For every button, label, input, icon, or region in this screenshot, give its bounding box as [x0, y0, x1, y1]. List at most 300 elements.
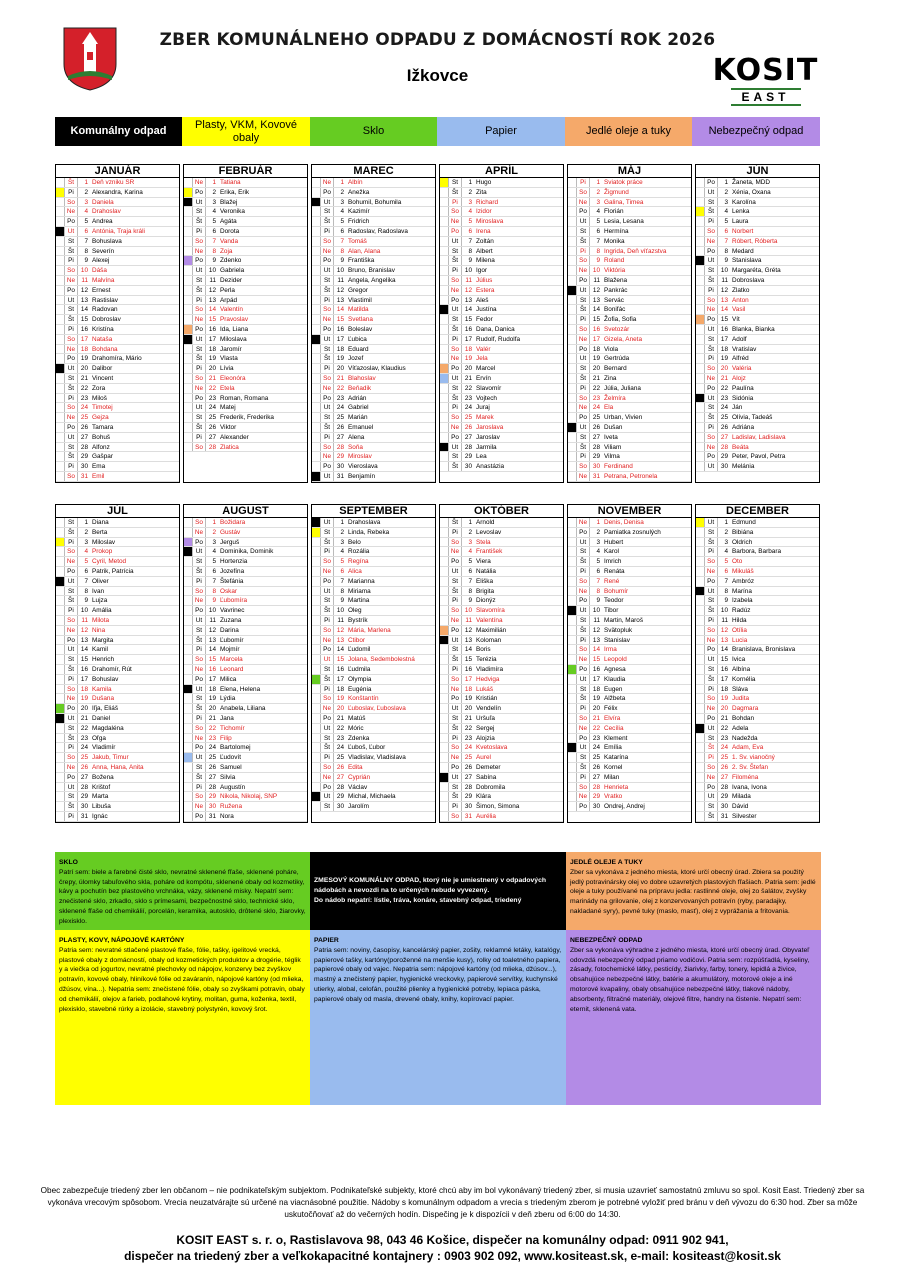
day-row — [696, 443, 819, 453]
collection-marker — [56, 694, 64, 704]
day-row — [568, 394, 691, 404]
weekday: So — [448, 413, 462, 422]
weekday: St — [320, 528, 334, 537]
collection-marker — [184, 655, 192, 665]
collection-marker — [440, 345, 448, 355]
name-day: Filip — [220, 734, 232, 742]
day-number: 17 — [464, 675, 472, 683]
day-number: 5 — [212, 558, 216, 566]
collection-marker — [568, 452, 576, 462]
name-day: Magdaléna — [92, 724, 124, 732]
day-number: 9 — [340, 257, 344, 265]
weekday: Pi — [64, 256, 78, 265]
weekday: Ne — [320, 315, 334, 324]
day-number: 13 — [80, 296, 88, 304]
day-row — [184, 753, 307, 763]
name-day: Vladislav, Vladislava — [348, 754, 406, 762]
collection-marker — [56, 247, 64, 257]
day-row — [696, 394, 819, 404]
day-row — [440, 773, 563, 783]
day-row — [56, 413, 179, 423]
day-number: 23 — [592, 734, 600, 742]
day-number: 4 — [84, 208, 88, 216]
name-day: Milan — [604, 773, 620, 781]
collection-marker — [184, 685, 192, 695]
name-day: Bruno, Branislav — [348, 267, 395, 275]
weekday: Ut — [704, 394, 718, 403]
weekday: St — [192, 626, 206, 635]
collection-marker — [696, 802, 704, 812]
name-day: Tatiana — [220, 179, 241, 186]
day-number: 15 — [208, 316, 216, 324]
collection-marker — [440, 305, 448, 315]
day-row — [312, 394, 435, 404]
day-number: 2 — [596, 188, 600, 196]
day-number: 12 — [336, 626, 344, 634]
day-number: 24 — [80, 404, 88, 412]
name-day: Natália — [476, 567, 496, 575]
day-number: 8 — [596, 587, 600, 595]
day-number: 5 — [468, 558, 472, 566]
collection-marker — [440, 665, 448, 675]
name-day: 1. Sv. vianočný — [732, 754, 775, 762]
day-row — [312, 413, 435, 423]
day-number: 20 — [208, 365, 216, 373]
day-number: 26 — [336, 763, 344, 771]
collection-marker — [312, 802, 320, 812]
collection-marker — [312, 783, 320, 793]
day-number: 9 — [596, 257, 600, 265]
day-row — [696, 812, 819, 822]
day-number: 10 — [592, 267, 600, 275]
collection-marker — [440, 812, 448, 822]
weekday: Pi — [192, 783, 206, 792]
name-day: Bibiána — [732, 528, 754, 536]
weekday: Ut — [576, 286, 590, 295]
name-day: Gabriela — [220, 267, 245, 275]
day-row — [184, 433, 307, 443]
day-row — [696, 364, 819, 374]
day-row — [440, 577, 563, 587]
collection-marker — [184, 596, 192, 606]
day-number: 24 — [208, 744, 216, 752]
day-row — [568, 276, 691, 286]
name-day: Svätopluk — [604, 626, 633, 634]
collection-marker — [440, 433, 448, 443]
collection-marker — [184, 374, 192, 384]
collection-marker — [56, 792, 64, 802]
collection-marker — [184, 364, 192, 374]
day-number: 19 — [80, 695, 88, 703]
name-day: Dobroslava — [732, 276, 765, 284]
weekday: Po — [192, 538, 206, 547]
collection-marker — [568, 547, 576, 557]
waste-legend — [55, 117, 820, 146]
day-number: 8 — [340, 587, 344, 595]
day-row — [56, 217, 179, 227]
name-day: Jarolím — [348, 803, 369, 811]
weekday: Pi — [448, 266, 462, 275]
collection-marker — [312, 237, 320, 247]
day-number: 1 — [84, 179, 88, 186]
collection-marker — [568, 472, 576, 482]
day-number: 18 — [464, 685, 472, 693]
collection-marker — [696, 188, 704, 198]
weekday: Ne — [704, 305, 718, 314]
name-day: Gejza — [92, 414, 109, 422]
weekday: Ne — [192, 178, 206, 187]
day-row — [440, 626, 563, 636]
name-day: Adrián — [348, 394, 367, 402]
collection-marker — [440, 403, 448, 413]
collection-marker — [440, 655, 448, 665]
day-number: 23 — [80, 394, 88, 402]
weekday: Ne — [704, 443, 718, 452]
collection-marker — [696, 547, 704, 557]
weekday: So — [704, 364, 718, 373]
day-number: 29 — [464, 793, 472, 801]
name-day: Mária, Marlena — [348, 626, 391, 634]
day-number: 9 — [340, 597, 344, 605]
weekday: St — [320, 207, 334, 216]
weekday: Pi — [64, 606, 78, 615]
name-day: Sláva — [732, 685, 748, 693]
name-day: Miroslav — [348, 453, 372, 461]
weekday: St — [192, 345, 206, 354]
day-row — [184, 763, 307, 773]
collection-marker — [440, 763, 448, 773]
weekday: Ne — [64, 694, 78, 703]
day-number: 20 — [464, 365, 472, 373]
name-day: Jozefína — [220, 567, 245, 575]
day-row — [184, 364, 307, 374]
day-number: 3 — [212, 538, 216, 546]
name-day: Matúš — [348, 714, 366, 722]
day-number: 21 — [208, 374, 216, 382]
weekday: St — [704, 266, 718, 275]
name-day: Zdenka — [348, 734, 370, 742]
day-row — [184, 237, 307, 247]
day-number: 25 — [336, 414, 344, 422]
weekday: So — [320, 626, 334, 635]
weekday: Po — [64, 286, 78, 295]
collection-marker — [312, 394, 320, 404]
day-number: 1 — [84, 519, 88, 526]
day-row — [312, 606, 435, 616]
day-number: 7 — [84, 577, 88, 585]
weekday: Po — [576, 276, 590, 285]
weekday: Št — [320, 217, 334, 226]
collection-marker — [56, 753, 64, 763]
name-day: Hortenzia — [220, 558, 248, 566]
day-number: 1 — [212, 519, 216, 526]
collection-marker — [312, 227, 320, 237]
name-day: Renáta — [604, 567, 625, 575]
day-row — [568, 296, 691, 306]
weekday: Pi — [448, 596, 462, 605]
name-day: Uršuľa — [476, 714, 495, 722]
day-number: 6 — [596, 227, 600, 235]
day-row — [184, 178, 307, 188]
name-day: Timotej — [92, 404, 113, 412]
collection-marker — [568, 694, 576, 704]
day-row — [696, 547, 819, 557]
day-number: 27 — [208, 773, 216, 781]
collection-marker — [184, 645, 192, 655]
day-row — [184, 538, 307, 548]
day-row — [56, 227, 179, 237]
name-day: Paulína — [732, 384, 754, 392]
collection-marker — [696, 596, 704, 606]
day-number: 17 — [720, 675, 728, 683]
collection-marker — [312, 763, 320, 773]
day-row — [568, 374, 691, 384]
day-number: 9 — [84, 257, 88, 265]
weekday: Pi — [448, 734, 462, 743]
collection-marker — [184, 345, 192, 355]
oleje-text: Zber sa vykonáva z jedného miesta, ktoré určí obecný úrad. Zbiera sa použitý jedlý potravinársky olej vo dobre uzavretých plastových fľašiach. Patria sem: jedlé oleje a tuky používané na prípravu jedla: rastlinné oleje, olej zo šalátov, zvyšky marinády na grilovanie, olej z konzervovaných potravín (ryby, paradajky, nakladané syry), pevné tuky (maslo, masť), olej z vyprážania a fritovania. — [570, 868, 816, 915]
collection-marker — [312, 665, 320, 675]
weekday: Po — [448, 694, 462, 703]
name-day: Albína — [732, 665, 751, 673]
collection-marker — [56, 296, 64, 306]
day-row — [312, 743, 435, 753]
weekday: So — [448, 538, 462, 547]
weekday: So — [192, 724, 206, 733]
day-number: 11 — [209, 616, 216, 624]
day-number: 6 — [724, 227, 728, 235]
collection-marker — [56, 773, 64, 783]
collection-marker — [56, 704, 64, 714]
calendar-first-half — [55, 164, 820, 483]
day-number: 7 — [724, 237, 728, 245]
day-number: 23 — [336, 734, 344, 742]
day-number: 11 — [721, 616, 728, 624]
day-number: 23 — [592, 394, 600, 402]
weekday: Št — [64, 247, 78, 256]
collection-marker — [56, 665, 64, 675]
collection-marker — [56, 354, 64, 364]
day-number: 4 — [724, 208, 728, 216]
day-row — [312, 335, 435, 345]
day-number: 9 — [212, 597, 216, 605]
collection-marker — [568, 178, 576, 188]
day-row — [56, 616, 179, 626]
weekday: Pi — [320, 685, 334, 694]
day-number: 17 — [336, 335, 344, 343]
day-row — [696, 266, 819, 276]
day-number: 17 — [80, 335, 88, 343]
day-number: 5 — [724, 218, 728, 226]
legend-6: Nebezpečný odpad — [692, 117, 820, 146]
weekday: Št — [704, 345, 718, 354]
weekday: Ut — [704, 256, 718, 265]
name-day: Emil — [92, 472, 105, 480]
name-day: Daniela — [92, 198, 114, 206]
day-row — [568, 188, 691, 198]
weekday: So — [704, 626, 718, 635]
name-day: Patrik, Patrícia — [92, 567, 134, 575]
day-number: 20 — [80, 365, 88, 373]
weekday: Ut — [64, 783, 78, 792]
day-row — [440, 247, 563, 257]
collection-marker — [184, 335, 192, 345]
day-number: 26 — [464, 423, 472, 431]
weekday: So — [704, 694, 718, 703]
day-row — [696, 538, 819, 548]
collection-marker — [696, 783, 704, 793]
day-row — [56, 325, 179, 335]
day-row — [312, 655, 435, 665]
name-day: Blanka, Bianka — [732, 325, 775, 333]
day-number: 1 — [340, 519, 344, 526]
day-number: 1 — [596, 179, 600, 186]
collection-marker — [184, 518, 192, 528]
name-day: Ernest — [92, 286, 111, 294]
collection-marker — [440, 714, 448, 724]
name-day: Gizela, Aneta — [604, 335, 643, 343]
day-number: 10 — [336, 607, 344, 615]
day-row — [312, 217, 435, 227]
weekday: Ne — [448, 217, 462, 226]
day-row — [440, 394, 563, 404]
day-number: 19 — [336, 355, 344, 363]
name-day: Stanislava — [732, 257, 762, 265]
name-day: Oskar — [220, 587, 238, 595]
day-row — [696, 645, 819, 655]
collection-marker — [184, 217, 192, 227]
name-day: Emanuel — [348, 423, 374, 431]
day-number: 16 — [592, 665, 600, 673]
collection-marker — [568, 188, 576, 198]
day-number: 25 — [208, 754, 216, 762]
day-row — [184, 694, 307, 704]
weekday: Št — [448, 462, 462, 471]
weekday: So — [320, 305, 334, 314]
name-day: 2. Sv. Štefan — [732, 763, 769, 771]
day-number: 16 — [208, 325, 216, 333]
weekday: Ut — [704, 655, 718, 664]
name-day: Henrich — [92, 656, 115, 664]
collection-marker — [696, 403, 704, 413]
day-number: 18 — [208, 685, 216, 693]
name-day: Nikola, Nikolaj, SNP — [220, 793, 278, 801]
name-day: Demeter — [476, 763, 501, 771]
weekday: So — [576, 714, 590, 723]
day-row — [568, 577, 691, 587]
name-day: Nora — [220, 812, 234, 820]
day-number: 12 — [80, 286, 88, 294]
day-row — [56, 665, 179, 675]
weekday: St — [320, 276, 334, 285]
day-number: 26 — [208, 763, 216, 771]
month-5 — [567, 164, 692, 483]
weekday: So — [704, 296, 718, 305]
weekday: Po — [192, 812, 206, 821]
day-row — [440, 266, 563, 276]
name-day: Pravoslav — [220, 316, 249, 324]
weekday: Pi — [704, 547, 718, 556]
day-number: 5 — [340, 218, 344, 226]
month-name: AUGUST — [184, 505, 307, 518]
collection-marker — [312, 577, 320, 587]
weekday: Št — [576, 443, 590, 452]
collection-marker — [440, 724, 448, 734]
day-number: 25 — [80, 414, 88, 422]
collection-marker — [440, 626, 448, 636]
weekday: Št — [704, 606, 718, 615]
collection-marker — [568, 384, 576, 394]
weekday: Ne — [320, 704, 334, 713]
day-row — [56, 518, 179, 528]
collection-marker — [312, 724, 320, 734]
day-number: 27 — [720, 433, 728, 441]
collection-marker — [696, 374, 704, 384]
weekday: Po — [192, 256, 206, 265]
papier-text: Patria sem: noviny, časopisy, kancelárský papier, zošity, reklamné letáky, katalógy, papierové tašky, kartóny(poroženné na menšie kusy), rolky od toaletného papiera, papierové obaly od vajec. Nepatria sem: nápojové kartóny (od mlieka, džúsov...), mastný a znečistený papier, hygienické vreckovky, papierové servítky, kuchynské utierky, alobal, celofán, použité plienky a hygienické potreby, lepiaca páska, papierové obaly od masla, drevené obaly, knihy, kopírovací papier. — [314, 946, 562, 1003]
name-day: Anežka — [348, 188, 370, 196]
name-day: Linda, Rebeka — [348, 528, 390, 536]
name-day: Gertrúda — [604, 355, 630, 363]
name-day: Terézia — [476, 656, 497, 664]
day-row — [696, 227, 819, 237]
collection-marker — [184, 538, 192, 548]
name-day: Tibor — [604, 607, 619, 615]
collection-marker — [56, 714, 64, 724]
weekday: Ne — [192, 665, 206, 674]
papier-title: PAPIER — [314, 937, 339, 944]
name-day: Cyprián — [348, 773, 371, 781]
weekday: Ut — [576, 606, 590, 615]
weekday: Ne — [192, 247, 206, 256]
day-number: 29 — [80, 793, 88, 801]
name-day: Jana — [220, 714, 234, 722]
collection-marker — [696, 665, 704, 675]
day-row — [312, 188, 435, 198]
weekday: St — [448, 247, 462, 256]
day-number: 15 — [336, 316, 344, 324]
collection-marker — [56, 335, 64, 345]
name-day: Bohuš — [92, 433, 111, 441]
collection-marker — [696, 286, 704, 296]
name-day: Lenka — [732, 208, 750, 216]
weekday: Ut — [448, 704, 462, 713]
name-day: Ľubomír — [220, 636, 244, 644]
day-number: 3 — [468, 538, 472, 546]
day-number: 13 — [208, 636, 216, 644]
weekday: St — [448, 645, 462, 654]
day-row — [440, 783, 563, 793]
collection-marker — [56, 178, 64, 188]
day-number: 11 — [337, 616, 344, 624]
day-number: 13 — [464, 296, 472, 304]
village-name: Ižkovce — [406, 66, 469, 85]
weekday: Ut — [64, 645, 78, 654]
name-day: Alfréd — [732, 355, 749, 363]
day-number: 6 — [596, 567, 600, 575]
day-number: 24 — [336, 744, 344, 752]
name-day: Dezider — [220, 276, 243, 284]
weekday: Po — [192, 675, 206, 684]
month-name: JÚL — [56, 505, 179, 518]
weekday: Ne — [64, 413, 78, 422]
name-day: Malvína — [92, 276, 115, 284]
name-day: Medard — [732, 247, 754, 255]
weekday: Pi — [320, 616, 334, 625]
day-row — [440, 227, 563, 237]
day-row — [56, 296, 179, 306]
day-number: 7 — [340, 237, 344, 245]
